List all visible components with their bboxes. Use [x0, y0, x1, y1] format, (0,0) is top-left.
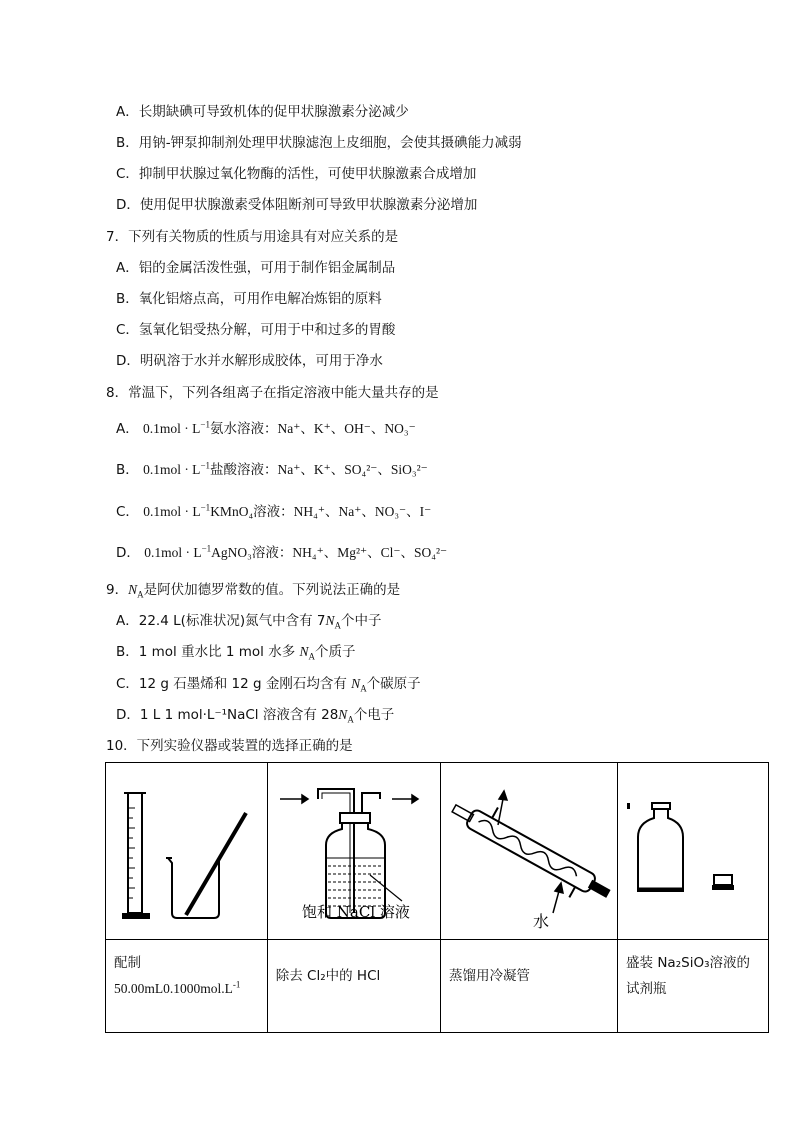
- avogadro-subscript: A: [137, 589, 144, 600]
- q7-option-a: A．铝的金属活泼性强，可用于制作铝金属制品: [116, 260, 396, 276]
- caption-line: 蒸馏用冷凝管: [448, 968, 530, 984]
- caption-reagent-bottle: [618, 940, 769, 1033]
- condenser-figure: [440, 763, 617, 940]
- concentration: 0.1mol · L: [143, 462, 201, 477]
- avogadro-symbol: N: [338, 707, 348, 722]
- q6-option-c: C．抑制甲状腺过氧化物酶的活性，可使甲状腺激素合成增加: [116, 166, 477, 182]
- option-text: B．1 mol 重水比 1 mol 水多: [116, 644, 300, 660]
- option-letter: D．: [116, 545, 140, 561]
- solution-name: AgNO₃溶液：: [211, 545, 293, 560]
- avogadro-symbol: N: [299, 644, 309, 659]
- stem-text: 是阿伏加德罗常数的值。下列说法正确的是: [143, 582, 401, 598]
- nacl-solution-label: 饱和 NaCl 溶液: [301, 903, 410, 921]
- avogadro-symbol: N: [351, 676, 361, 691]
- option-text-end: 个中子: [341, 613, 382, 629]
- exponent: −1: [200, 502, 211, 513]
- caption-line: [114, 976, 259, 1002]
- caption-line: 配制: [114, 955, 141, 971]
- concentration: 0.1mol · L: [144, 545, 202, 560]
- apparatus-table: [105, 762, 769, 1033]
- exponent: −1: [201, 543, 212, 554]
- wash-bottle-icon: [268, 763, 442, 939]
- caption-remove-hcl: [267, 940, 440, 1033]
- option-letter: C．: [116, 504, 139, 520]
- concentration: 0.1mol · L: [143, 421, 201, 436]
- q8-stem: 8．常温下，下列各组离子在指定溶液中能大量共存的是: [106, 385, 439, 401]
- option-letter: A．: [116, 421, 139, 437]
- exponent: −1: [200, 460, 211, 471]
- graduated-cylinder-icon: [106, 763, 267, 939]
- q8-option-b: [116, 461, 428, 479]
- cylinder-beaker-figure: [106, 763, 268, 940]
- q7-option-b: B．氧化铝熔点高，可用作电解冶炼铝的原料: [116, 291, 382, 307]
- option-text-end: 个碳原子: [366, 676, 421, 692]
- condenser-icon: [441, 763, 619, 939]
- solution-name: 盐酸溶液：: [210, 462, 278, 478]
- q10-stem: 10．下列实验仪器或装置的选择正确的是: [106, 738, 353, 754]
- option-text: A．22.4 L(标准状况)氮气中含有 7: [116, 613, 326, 629]
- avogadro-symbol: N: [325, 613, 335, 628]
- q9-option-b: [116, 643, 356, 661]
- q7-stem: 7．下列有关物质的性质与用途具有对应关系的是: [106, 229, 399, 245]
- reagent-bottle-icon: [618, 763, 769, 939]
- caption-exponent: -1: [232, 979, 241, 990]
- q7-option-c: C．氢氧化铝受热分解，可用于中和过多的胃酸: [116, 322, 396, 338]
- concentration: 0.1mol · L: [143, 504, 201, 519]
- avogadro-subscript: A: [308, 651, 316, 662]
- ion-list: Na⁺、K⁺、SO₄²⁻、SiO₃²⁻: [277, 462, 428, 477]
- ion-list: NH₄⁺、Na⁺、NO₃⁻、I⁻: [293, 504, 432, 519]
- q9-option-d: [116, 706, 394, 724]
- q8-option-c: [116, 503, 431, 521]
- caption-line: 盛装 Na₂SiO₃溶液的: [626, 955, 750, 971]
- reagent-bottle-figure: [618, 763, 769, 940]
- ion-list: NH₄⁺、Mg²⁺、Cl⁻、SO₄²⁻: [292, 545, 448, 560]
- option-text: D．1 L 1 mol·L⁻¹NaCl 溶液含有 28: [116, 707, 339, 723]
- ion-list: Na⁺、K⁺、OH⁻、NO₃⁻: [277, 421, 416, 436]
- option-letter: B．: [116, 462, 139, 478]
- q9-option-a: [116, 612, 382, 630]
- avogadro-subscript: A: [360, 683, 367, 694]
- caption-line: 试剂瓶: [626, 981, 667, 997]
- caption-text: 50.00mL0.1000mol.L: [114, 981, 233, 996]
- caption-line: 除去 Cl₂中的 HCl: [275, 968, 381, 984]
- caption-prepare-solution: [106, 940, 268, 1033]
- water-label: 水: [532, 912, 549, 931]
- gas-washing-bottle-figure: [267, 763, 440, 940]
- exponent: −1: [200, 419, 210, 430]
- q9-option-c: [116, 675, 421, 693]
- q8-option-d: [116, 544, 447, 562]
- solution-name: KMnO₄溶液：: [210, 504, 294, 519]
- avogadro-subscript: A: [334, 620, 342, 631]
- q9-stem: [106, 581, 400, 599]
- option-text-end: 个质子: [315, 644, 356, 660]
- avogadro-subscript: A: [347, 714, 354, 725]
- q6-option-d: D．使用促甲状腺激素受体阻断剂可导致甲状腺激素分泌增加: [116, 197, 478, 213]
- option-text: C．12 g 石墨烯和 12 g 金刚石均含有: [116, 676, 352, 692]
- solution-name: 氨水溶液：: [210, 421, 278, 437]
- q6-option-a: A．长期缺碘可导致机体的促甲状腺激素分泌减少: [116, 104, 409, 120]
- avogadro-symbol: N: [128, 582, 138, 597]
- question-number: 9．: [106, 582, 129, 598]
- q7-option-d: D．明矾溶于水并水解形成胶体，可用于净水: [116, 353, 383, 369]
- q6-option-b: B．用钠-钾泵抑制剂处理甲状腺滤泡上皮细胞，会使其摄碘能力减弱: [116, 135, 522, 151]
- q8-option-a: [116, 420, 416, 438]
- caption-condenser: [440, 940, 617, 1033]
- option-text-end: 个电子: [353, 707, 395, 723]
